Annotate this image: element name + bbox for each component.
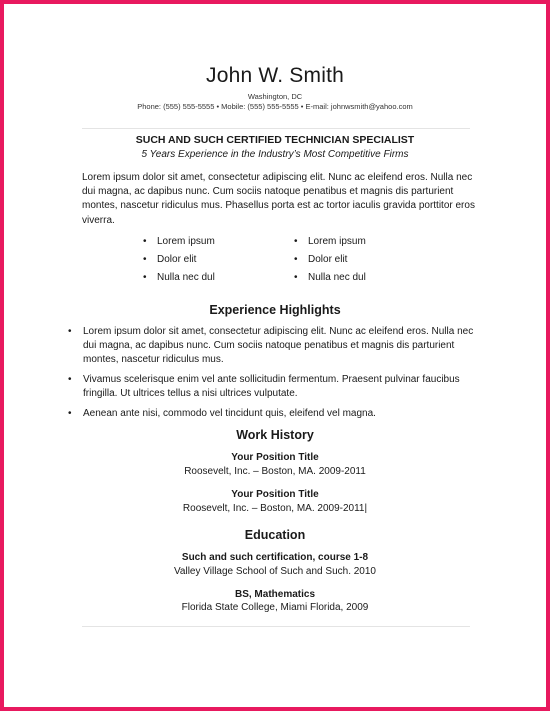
- job-title: Your Position Title: [231, 452, 319, 463]
- skill-item: • Lorem ipsum: [143, 236, 215, 247]
- skill-item: • Nulla nec dul: [143, 272, 215, 283]
- summary-title: SUCH AND SUCH CERTIFIED TECHNICIAN SPECIALIST: [135, 134, 415, 146]
- contact-line: Phone: (555) 555-5555 • Mobile: (555) 555-5555 • E-mail: johnwsmith@yahoo.com: [137, 102, 413, 111]
- job-title: Your Position Title: [231, 489, 319, 500]
- summary-paragraph: Lorem ipsum dolor sit amet, consectetur adipiscing elit. Nunc ac eleifend eros. Nulla nec dui magna, ac dapibus nunc. Cum sociis natoque penatibus et magnis dis parturient montes, nascetur ridiculus mus. Phasellus porta est ac tortor iaculis gravida porttitor eros viverra.: [82, 172, 475, 226]
- experience-item: • Lorem ipsum dolor sit amet, consectetur adipiscing elit. Nunc ac eleifend eros. Nulla nec dui magna, ac dapibus nunc. Cum sociis natoque penatibus et magnis dis parturient montes, nascetur ridiculus mus.: [68, 326, 474, 365]
- experience-item: • Aenean ante nisi, commodo vel tincidunt quis, eleifend vel magna.: [68, 408, 376, 419]
- education-title: BS, Mathematics: [234, 589, 316, 600]
- skill-item: • Dolor elit: [143, 254, 197, 265]
- job-employer-line: Roosevelt, Inc. – Boston, MA. 2009-2011: [184, 466, 366, 477]
- summary-subtitle: 5 Years Experience in the Industry’s Most Competitive Firms: [141, 149, 409, 160]
- candidate-name: John W. Smith: [206, 64, 344, 87]
- skill-item: • Lorem ipsum: [294, 236, 366, 247]
- education-school-line: Florida State College, Miami Florida, 2009: [181, 602, 369, 613]
- experience-item: • Vivamus scelerisque enim vel ante sollicitudin fermentum. Praesent pulvinar faucibus fringilla. Ut ultrices tellus a nisi ultrices vulputate.: [68, 374, 460, 399]
- work-history-heading: Work History: [236, 428, 314, 442]
- skill-item: • Nulla nec dul: [294, 272, 366, 283]
- education-school-line: Valley Village School of Such and Such. 2010: [174, 566, 376, 577]
- education-heading: Education: [244, 528, 306, 542]
- candidate-location: Washington, DC: [247, 92, 303, 101]
- education-title: Such and such certification, course 1-8: [181, 552, 369, 563]
- job-employer-line: Roosevelt, Inc. – Boston, MA. 2009-2011|: [182, 503, 368, 514]
- skill-item: • Dolor elit: [294, 254, 348, 265]
- experience-heading: Experience Highlights: [209, 303, 341, 317]
